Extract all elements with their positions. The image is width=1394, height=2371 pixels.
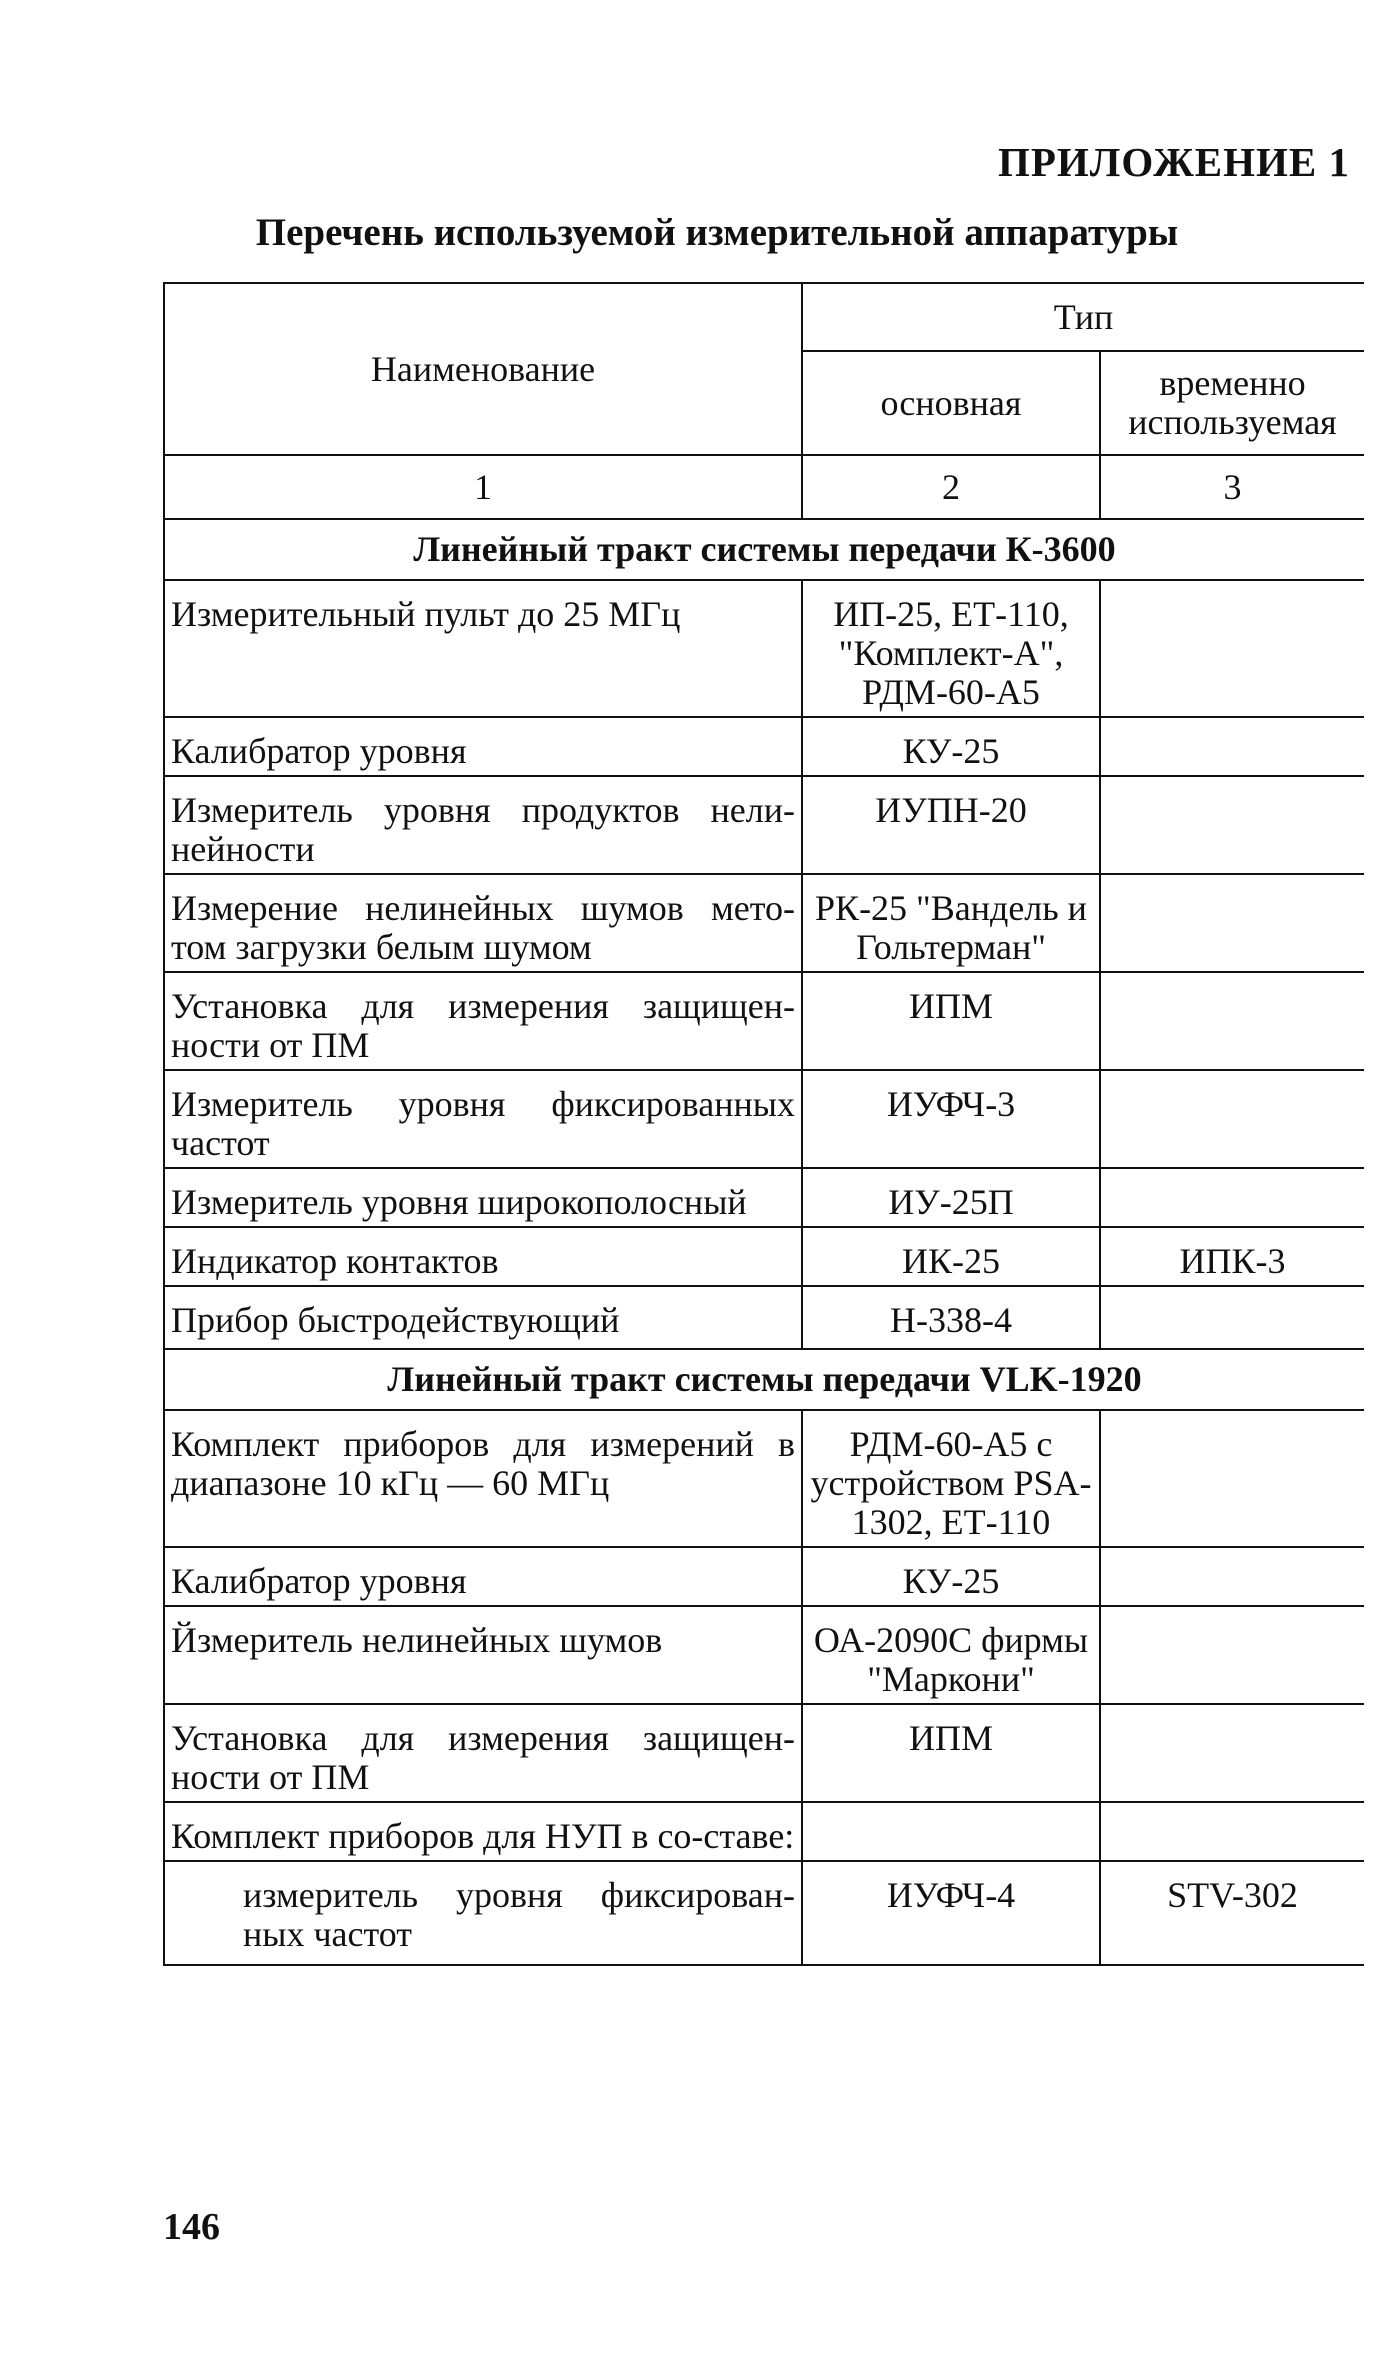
table-row	[164, 580, 1364, 717]
table-row	[164, 874, 1364, 972]
row-main-type: ИП-25, ЕТ-110, "Комплект-А", РДМ-60-А5	[802, 580, 1100, 717]
row-main-type: КУ-25	[802, 1547, 1100, 1606]
table-row	[164, 1227, 1364, 1286]
row-temp-type	[1100, 874, 1364, 972]
row-name: Установка для измерения защищен-ности от ПМ	[164, 972, 802, 1070]
row-temp-type	[1100, 1547, 1364, 1606]
row-name: Измерительный пульт до 25 МГц	[164, 580, 802, 717]
row-temp-type	[1100, 776, 1364, 874]
row-temp-type	[1100, 972, 1364, 1070]
section-row	[164, 519, 1364, 580]
row-temp-type	[1100, 1070, 1364, 1168]
row-main-type: ОА-2090С фирмы "Маркони"	[802, 1606, 1100, 1704]
row-name: Калибратор уровня	[164, 717, 802, 776]
row-main-type	[802, 1802, 1100, 1861]
row-temp-type	[1100, 1286, 1364, 1349]
section-row	[164, 1349, 1364, 1410]
appendix-heading: ПРИЛОЖЕНИЕ 1	[997, 139, 1350, 185]
table-row	[164, 1861, 1364, 1965]
column-header-temporary: временно используемая	[1100, 351, 1364, 455]
column-header-type: Тип	[802, 283, 1364, 351]
column-header-name: Наименование	[164, 283, 802, 455]
table-row	[164, 1704, 1364, 1802]
column-number-3: 3	[1100, 455, 1364, 519]
row-main-type: РДМ-60-А5 с устройством PSA-1302, ЕТ-110	[802, 1410, 1100, 1547]
row-main-type: ИУПН-20	[802, 776, 1100, 874]
row-main-type: ИПМ	[802, 972, 1100, 1070]
column-number-1: 1	[164, 455, 802, 519]
row-temp-type: STV-302	[1100, 1861, 1364, 1965]
row-main-type: КУ-25	[802, 717, 1100, 776]
table-row	[164, 1802, 1364, 1861]
row-name: Прибор быстродействующий	[164, 1286, 802, 1349]
row-main-type: ИУФЧ-4	[802, 1861, 1100, 1965]
row-name: Калибратор уровня	[164, 1547, 802, 1606]
row-name: Комплект приборов для измерений в диапазоне 10 кГц — 60 МГц	[164, 1410, 802, 1547]
row-temp-type	[1100, 717, 1364, 776]
row-name: Йзмеритель нелинейных шумов	[164, 1606, 802, 1704]
row-main-type: ИК-25	[802, 1227, 1100, 1286]
table-row	[164, 1070, 1364, 1168]
row-main-type: РК-25 "Вандель и Гольтерман"	[802, 874, 1100, 972]
table-row	[164, 1547, 1364, 1606]
row-temp-type	[1100, 1704, 1364, 1802]
table-row	[164, 717, 1364, 776]
row-temp-type	[1100, 1802, 1364, 1861]
row-name: Индикатор контактов	[164, 1227, 802, 1286]
page-number: 146	[163, 2206, 220, 2248]
table-row	[164, 972, 1364, 1070]
row-name: Измеритель уровня продуктов нели-нейности	[164, 776, 802, 874]
row-main-type: ИУ-25П	[802, 1168, 1100, 1227]
row-name: Установка для измерения защищен-ности от ПМ	[164, 1704, 802, 1802]
section-title: Линейный тракт системы передачи К-3600	[164, 519, 1364, 580]
row-name: Комплект приборов для НУП в со-ставе:	[164, 1802, 802, 1861]
table-row	[164, 1286, 1364, 1349]
row-name: Измеритель уровня фиксированных частот	[164, 1070, 802, 1168]
header-row-top	[164, 283, 1364, 351]
table-row	[164, 776, 1364, 874]
column-header-main: основная	[802, 351, 1100, 455]
section-title: Линейный тракт системы передачи VLK-1920	[164, 1349, 1364, 1410]
column-number-row	[164, 455, 1364, 519]
table-row	[164, 1168, 1364, 1227]
row-main-type: Н-338-4	[802, 1286, 1100, 1349]
row-temp-type	[1100, 1410, 1364, 1547]
row-name: Измерение нелинейных шумов мето-том загрузки белым шумом	[164, 874, 802, 972]
row-temp-type: ИПК-3	[1100, 1227, 1364, 1286]
document-title: Перечень используемой измерительной аппаратуры	[255, 211, 1179, 254]
equipment-table	[163, 282, 1364, 1966]
row-temp-type	[1100, 1168, 1364, 1227]
table-row	[164, 1606, 1364, 1704]
row-name: измеритель уровня фиксирован-ных частот	[164, 1861, 802, 1965]
row-temp-type	[1100, 580, 1364, 717]
table-row	[164, 1410, 1364, 1547]
row-main-type: ИПМ	[802, 1704, 1100, 1802]
column-number-2: 2	[802, 455, 1100, 519]
row-name: Измеритель уровня широкополосный	[164, 1168, 802, 1227]
row-main-type: ИУФЧ-3	[802, 1070, 1100, 1168]
row-temp-type	[1100, 1606, 1364, 1704]
